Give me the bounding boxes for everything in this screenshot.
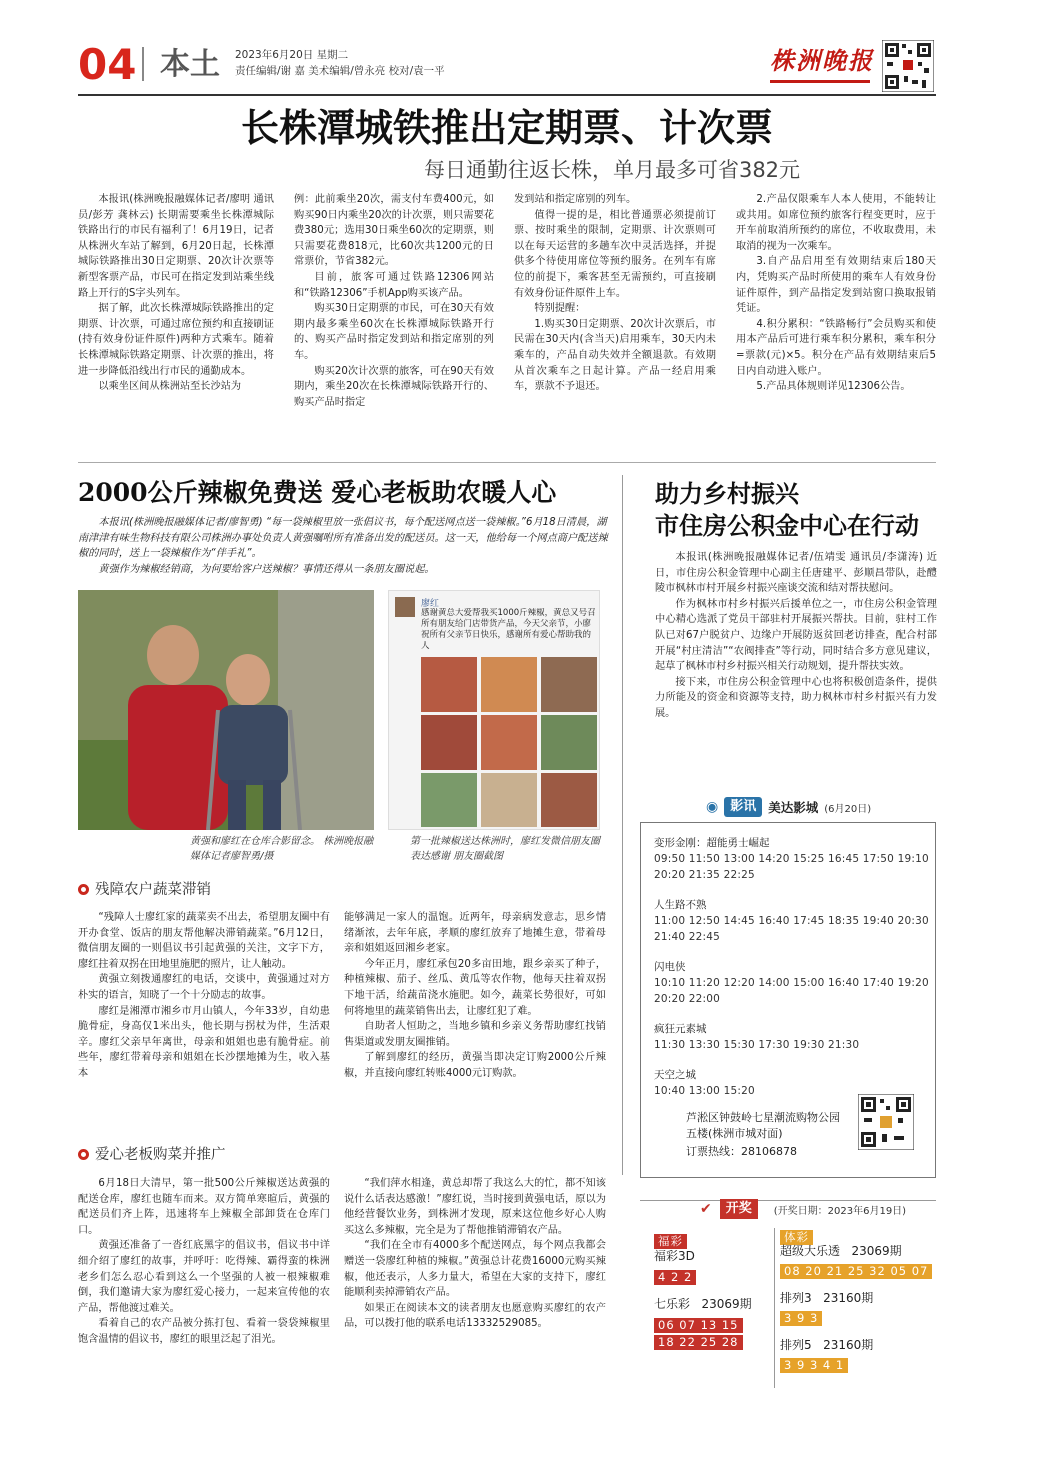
checkmark-icon: ✔ [700, 1201, 712, 1217]
lottery-numbers: 06 07 13 15 [654, 1314, 743, 1333]
film-item [654, 960, 934, 1022]
lottery-numbers: 3 9 3 [780, 1307, 822, 1326]
logo-underline [770, 80, 870, 83]
sub2-col1 [78, 1176, 330, 1386]
film-title: 天空之城 [654, 1069, 696, 1081]
film-reel-icon: ◉ [706, 799, 719, 815]
paragraph: 作为枫林市村乡村振兴后援单位之一，市住房公积金管理中心精心选派了党员干部驻村开展振兴帮扶。目前，驻村工作队已对67户脱贫户、边缘户开展防返贫回老访排查，配合村部开展“村庄清洁”“农阀排查”等行动，同时结合多方意见建议，起草了枫林市村乡村振兴相关行动规划，提升帮扶实效。 [655, 598, 937, 673]
paragraph: 了解到廖红的经历，黄强当即决定订购2000公斤辣椒，并直接向廖红转账4000元订购款。 [344, 1052, 606, 1079]
photo1-caption: 黄强和廖红在仓库合影留念。 株洲晚报融媒体记者廖智勇/摄 [190, 836, 374, 862]
photo-two-men [78, 590, 374, 830]
issue-date: 2023年6月20日 星期二 [235, 49, 349, 61]
wechat-screenshot [388, 590, 600, 830]
headline-sub: 每日通勤往返长株，单月最多可省382元 [423, 158, 801, 182]
lottery-numbers: 4 2 2 [654, 1266, 696, 1285]
subhead-2: 爱心老板购菜并推广 [78, 1145, 226, 1165]
avatar [395, 597, 415, 617]
paragraph: 今年正月，廖红承包20多亩田地，跟乡亲买了种子，种植辣椒、茄子、丝瓜、黄瓜等农作物，他每天拄着双拐下地干活，给蔬苗浇水施肥。如今，蔬菜长势很好，可如何将地里的蔬菜销售出去，让廖红犯了难。 [344, 958, 606, 1017]
film-times: 09:50 11:50 13:00 14:20 15:25 16:45 17:50 19:10 [654, 852, 929, 865]
paragraph: 1.购买30日定期票、20次计次票后，市民需在30天内(含当天)启用乘车，30天内未乘车的，产品自动失效并全额退款。有效期从首次乘车之日起计算。产品一经启用乘车，票款不予退还。 [514, 318, 716, 393]
column-divider [622, 475, 623, 1175]
paragraph: 值得一提的是，相比普通票必须提前订票、按时乘坐的限制，定期票、计次票则可以在每天运营的多趟车次中灵活选择，并提供多个待使用席位等预约服务。在列车有席位的前提下，乘客甚至无需预约，可直接刷有效身份证件原件上车。 [514, 209, 716, 299]
article1-col3 [514, 192, 716, 442]
film-times: 20:20 21:35 22:25 [654, 868, 755, 881]
film-title: 变形金刚：超能勇士崛起 [654, 837, 770, 849]
headline-main: 长株潭城铁推出定期票、计次票 [240, 105, 773, 150]
paragraph: 发到站和指定席别的列车。 [514, 194, 637, 205]
lottery-name: 排列5 23160期 [780, 1338, 874, 1352]
cinema-hotline: 订票热线：28106878 [686, 1145, 797, 1158]
article3-title-2: 市住房公积金中心在行动 [655, 511, 919, 540]
photo2-caption: 第一批辣椒送达株洲时，廖红发微信朋友圈表达感谢 朋友圈截图 [410, 836, 600, 862]
paragraph: 看着自己的农产品被分拣打包、看着一袋袋辣椒里饱含温情的倡议书，廖红的眼里泛起了泪光。 [78, 1318, 330, 1345]
qr-code-icon [858, 1094, 914, 1150]
film-title: 人生路不熟 [654, 899, 707, 911]
paragraph: “残障人士廖红家的蔬菜卖不出去，希望朋友圈中有开办食堂、饭店的朋友帮他解决滞销蔬菜。”6月12日，微信朋友圈的一则倡议书引起黄强的关注，文字下方，廖红拄着双拐在田地里施肥的照片，让人触动。 [78, 912, 330, 970]
lottery-badge: 开奖 [720, 1199, 758, 1219]
paragraph: 以乘坐区间从株洲站至长沙站为 [98, 381, 242, 393]
lottery-name: 七乐彩 23069期 [654, 1297, 752, 1311]
paragraph: 6月18日大清早，第一批500公斤辣椒送达黄强的配送仓库，廖红也随车而来。双方简单寒暄后，黄强的配送员们齐上阵，迅速将车上辣椒全部卸货在仓库门口。 [78, 1178, 330, 1236]
lottery-name: 排列3 23160期 [780, 1291, 874, 1305]
paragraph: 廖红是湘潭市湘乡市月山镇人，今年33岁，自幼患脆骨症，身高仅1米出头，他长期与拐杖为伴，生活艰辛。廖红父亲早年离世，母亲和姐姐也患有脆骨症。前些年，廖红带着母亲和姐姐在长沙摆地摊为生，收入基本 [78, 1005, 330, 1079]
film-item [654, 1022, 934, 1068]
film-times: 20:20 22:00 [654, 992, 721, 1005]
bullet-icon [78, 884, 89, 895]
paragraph: 如果正在阅读本文的读者朋友也愿意购买廖红的农产品，可以拨打他的联系电话13332529085。 [344, 1302, 606, 1330]
lottery-date: (开奖日期：2023年6月19日) [773, 1205, 907, 1217]
article2-title: 2000公斤辣椒免费送 爱心老板助农暖人心 [78, 478, 557, 507]
paragraph: 4.积分累积：“铁路畅行”会员购买和使用本产品后可进行乘车积分累积，乘车积分=票款(元)×5。积分在产品有效期结束后5日内自动进入账户。 [736, 318, 936, 377]
subhead-1: 残障农户蔬菜滞销 [78, 880, 211, 900]
lottery-divider [774, 1228, 775, 1388]
section-name: 本土 [160, 47, 220, 82]
article3-title-1: 助力乡村振兴 [655, 479, 799, 508]
cinema-address: 芦淞区钟鼓岭七星潮流购物公园五楼(株洲市城对面) [686, 1111, 840, 1140]
paragraph: 能够满足一家人的温饱。近两年，母亲病发意志，思乡情绪渐浓，去年年底，孝顺的廖红放弃了地摊生意，带着母亲和姐姐返回湘乡老家。 [344, 912, 606, 955]
film-item [654, 836, 934, 898]
chat-photo-grid [421, 657, 597, 827]
paragraph: 购买20次计次票的旅客，可在90天有效期内，乘坐20次在长株潭城际铁路开行的、购买产品时指定 [294, 365, 494, 408]
fucai-tag: 福彩 [654, 1230, 687, 1249]
cinema-header [706, 796, 871, 818]
film-item [654, 898, 934, 960]
film-times: 11:30 13:30 15:30 17:30 19:30 21:30 [654, 1038, 860, 1051]
paragraph: 目前，旅客可通过铁路12306网站和“铁路12306”手机App购买该产品。 [294, 271, 494, 299]
paragraph: 2.产品仅限乘车人本人使用，不能转让或共用。如席位预约旅客行程变更时，应于开车前取消所预约的席位，不收取费用，未取消的视为一次乘车。 [736, 194, 936, 252]
paragraph: 5.产品具体规则详见12306公告。 [756, 381, 911, 393]
paragraph: 3.自产品启用至有效期结束后180天内，凭购买产品时所使用的乘车人有效身份证件原件，到产品指定发到站窗口换取报销凭证。 [736, 256, 936, 315]
film-title: 闪电侠 [654, 961, 686, 973]
lottery-header [700, 1198, 906, 1220]
film-times: 11:00 12:50 14:45 16:40 17:45 18:35 19:40 20:30 [654, 914, 929, 927]
article3-body [655, 550, 937, 800]
paragraph: 本报讯(株洲晚报融媒体记者/廖智勇) “每一袋辣椒里放一张倡议书，每个配送网点送一袋辣椒。”6月18日清晨，湖南津津有味生物科技有限公司株洲办事处负责人黄强嘱咐所有准备出发的配送员。这一天，他给每一个网点商户配送辣椒的同时，送上一袋辣椒作为“伴手礼”。 [78, 517, 608, 560]
qr-code-icon [882, 40, 934, 92]
paragraph: 接下来，市住房公积金管理中心也将积极创造条件，提供力所能及的资金和资源等支持，助力枫林市村乡村振兴有力发展。 [655, 676, 937, 719]
lottery-numbers: 08 20 21 25 32 05 07 [780, 1260, 932, 1279]
paragraph: 自助者人恒助之，当地乡镇和乡亲义务帮助廖红找销售渠道或发朋友圈推销。 [344, 1021, 606, 1048]
lottery-name: 福彩3D [654, 1249, 695, 1263]
article2-lead [78, 515, 612, 581]
sub1-col2 [344, 910, 606, 1140]
paragraph: “我们在全市有4000多个配送网点，每个网点我都会赠送一袋廖红种植的辣椒。”黄强总计花费16000元购买辣椒，他还表示，人多力量大，希望在大家的支持下，廖红能顺利卖掉滞销农产品。 [344, 1240, 606, 1299]
page-number: 04 [78, 40, 137, 89]
paragraph: 据了解，此次长株潭城际铁路推出的定期票、计次票，可通过席位预约和直接刷证(持有效身份证件原件)两种方式乘车。随着长株潭城际铁路定期票、计次票的推出，将进一步降低沿线出行市民的通勤成本。 [78, 303, 274, 377]
chat-name: 廖红 [421, 599, 440, 609]
lottery-name: 超级大乐透 23069期 [780, 1244, 902, 1258]
film-title: 疯狂元素城 [654, 1023, 707, 1035]
paragraph: 黄强还准备了一沓红底黑字的倡议书，倡议书中详细介绍了廖红的故事，并呼吁：吃得辣、霸得蛮的株洲老乡们怎么忍心看到这么一个坚强的人被一根辣椒难倒，我们邀请大家为廖红爱心接力，一起来宣传他的农产品，帮他渡过难关。 [78, 1240, 330, 1314]
header-rule [78, 94, 936, 96]
newspaper-logo: 株洲晚报 [770, 46, 874, 75]
film-times: 21:40 22:45 [654, 930, 721, 943]
film-times: 10:10 11:20 12:20 14:00 15:00 16:40 17:40 19:20 [654, 976, 929, 989]
sub2-col2 [344, 1176, 606, 1386]
chat-text: 感谢黄总大爱帮我买1000斤辣椒，黄总又号召所有朋友给门店带货产品，今天父亲节，小廖祝所有父亲节日快乐，感谢所有爱心帮助我的人 [421, 608, 596, 651]
sub1-col1 [78, 910, 330, 1140]
article1-col2 [294, 192, 494, 442]
article1-col4 [736, 192, 936, 442]
lottery-numbers: 3 9 3 4 1 [780, 1354, 848, 1373]
paragraph: 黄强立刻拨通廖红的电话，交谈中，黄强通过对方朴实的语言，知晓了一个十分励志的故事。 [78, 974, 330, 1001]
film-times: 10:40 13:00 15:20 [654, 1084, 755, 1097]
paragraph: “我们萍水相逢，黄总却帮了我这么大的忙，都不知该说什么话表达感激！”廖红说，当时接到黄强电话，原以为他经营餐饮业务，到株洲才发现，原来这位他乡好心人购买这么多辣椒，完全是为了帮他推销滞销农产品。 [344, 1178, 606, 1236]
film-list [654, 836, 934, 1114]
header-divider [142, 47, 144, 81]
paragraph: 黄强作为辣椒经销商，为何要给客户送辣椒？事情还得从一条朋友圈说起。 [98, 563, 435, 575]
paragraph: 本报讯(株洲晚报融媒体记者/伍靖雯 通讯员/李潇涛) 近日，市住房公积金管理中心副主任唐建平、彭顺昌带队，赴醴陵市枫林市村开展乡村振兴座谈交流和结对帮扶慰问。 [655, 552, 937, 595]
section-divider [78, 462, 936, 463]
cinema-badge: 影讯 [724, 797, 762, 817]
editors-line: 责任编辑/谢 嘉 美术编辑/曾永亮 校对/袁一平 [235, 65, 445, 77]
cinema-date: (6月20日) [824, 803, 872, 815]
paragraph: 特别提醒： [534, 303, 586, 315]
article1-col1 [78, 192, 274, 442]
lottery-numbers: 18 22 25 28 [654, 1331, 743, 1350]
paragraph: 购买30日定期票的市民，可在30天有效期内最多乘坐60次在长株潭城际铁路开行的、购买产品时指定发到站和指定席别的列车。 [294, 303, 494, 361]
cinema-name: 美达影城 [768, 800, 819, 815]
paragraph: 例：此前乘坐20次，需支付车费400元，如购买90日内乘坐20次的计次票，则只需要花费380元；选用30日乘坐60次的定期票，则只需要花费818元，比60次共1200元的日常票价，节省382元。 [294, 194, 494, 268]
paragraph: 本报讯(株洲晚报融媒体记者/廖明 通讯员/彭芳 龚林云) 长期需要乘坐长株潭城际铁路出行的市民有福利了！6月19日，记者从株洲火车站了解到，6月20日起，长株潭城际铁路推出30日定期票、20次计次票等新型客票产品，市民可在指定发到站乘坐线路上开行的S字头列车。 [78, 194, 274, 299]
ticai-tag: 体彩 [780, 1226, 813, 1245]
bullet-icon [78, 1149, 89, 1160]
